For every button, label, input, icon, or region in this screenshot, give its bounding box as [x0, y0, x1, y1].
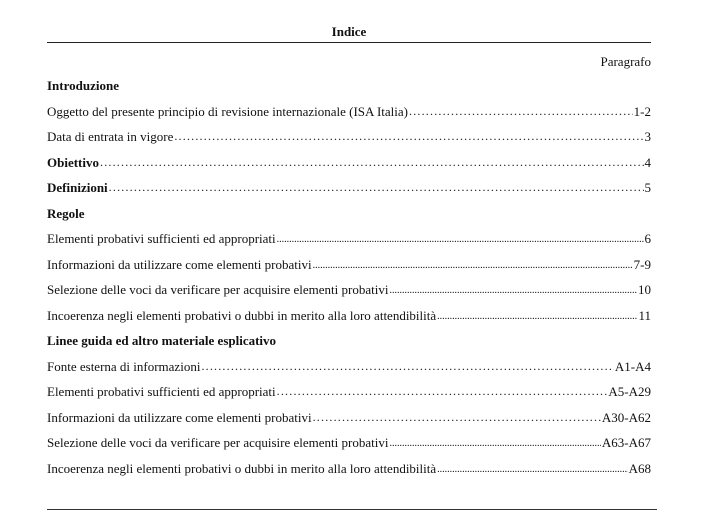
toc-entry-ref: 1-2	[633, 103, 651, 119]
toc-entry[interactable]	[47, 282, 651, 308]
toc-entry-label: Elementi probativi sufficienti ed appropriati	[47, 231, 276, 246]
toc-entry-ref: 5	[644, 180, 651, 195]
dot-leader	[313, 256, 633, 274]
toc-entry[interactable]	[47, 435, 651, 461]
toc-entry[interactable]	[47, 384, 651, 410]
toc-entry[interactable]	[47, 359, 651, 385]
toc-entry-label: Obiettivo	[47, 154, 99, 170]
dot-leader	[437, 307, 637, 325]
toc-entry-label: Incoerenza negli elementi probativi o dubbi in merito alla loro attendibilità	[47, 460, 437, 476]
dot-leader	[313, 409, 601, 425]
toc-entry-ref: 6	[644, 231, 651, 246]
dot-leader	[389, 281, 637, 299]
toc-entry-ref: 3	[644, 129, 651, 144]
table-of-contents	[47, 78, 651, 486]
toc-entry-ref: 4	[644, 154, 651, 170]
dot-leader	[389, 434, 600, 452]
toc-entry-label: Data di entrata in vigore	[47, 129, 174, 144]
toc-entry-ref: 7-9	[633, 256, 651, 272]
toc-entry[interactable]	[47, 104, 651, 130]
dot-leader	[100, 154, 644, 170]
toc-entry-label: Definizioni	[47, 180, 108, 195]
toc-entry-ref: A1-A4	[614, 358, 651, 374]
toc-entry-ref: A63-A67	[601, 435, 651, 450]
toc-entry-ref: 10	[638, 282, 651, 297]
toc-entry-label: Selezione delle voci da verificare per acquisire elementi probativi	[47, 282, 389, 297]
section-heading-regole: Regole	[47, 205, 85, 221]
dot-leader	[409, 103, 633, 119]
toc-entry[interactable]	[47, 257, 651, 283]
index-title: Indice	[331, 24, 367, 39]
toc-entry-obiettivo[interactable]	[47, 155, 651, 181]
toc-entry[interactable]	[47, 129, 651, 155]
toc-entry[interactable]	[47, 308, 651, 334]
toc-entry[interactable]	[47, 231, 651, 257]
toc-entry-ref: A68	[628, 460, 651, 476]
bottom-divider	[47, 509, 657, 510]
section-heading-introduzione: Introduzione	[47, 78, 119, 93]
toc-entry-label: Fonte esterna di informazioni	[47, 358, 201, 374]
toc-entry-label: Informazioni da utilizzare come elementi probativi	[47, 256, 312, 272]
toc-entry-ref: 11	[638, 307, 651, 323]
toc-entry-label: Incoerenza negli elementi probativi o dubbi in merito alla loro attendibilità	[47, 307, 437, 323]
section-heading-linee-guida: Linee guida ed altro materiale esplicativo	[47, 333, 277, 348]
dot-leader	[109, 179, 644, 195]
toc-entry-label: Informazioni da utilizzare come elementi probativi	[47, 409, 312, 425]
toc-entry-label: Elementi probativi sufficienti ed appropriati	[47, 384, 276, 399]
dot-leader	[437, 460, 627, 478]
paragraph-column-header: Paragrafo	[600, 54, 651, 69]
title-divider	[47, 42, 651, 43]
dot-leader	[277, 230, 644, 248]
toc-entry-label: Selezione delle voci da verificare per acquisire elementi probativi	[47, 435, 389, 450]
dot-leader	[277, 383, 608, 399]
toc-entry-ref: A30-A62	[601, 409, 651, 425]
toc-entry-ref: A5-A29	[608, 384, 651, 399]
toc-entry[interactable]	[47, 410, 651, 436]
dot-leader	[174, 128, 643, 144]
toc-entry-label: Oggetto del presente principio di revisione internazionale (ISA Italia)	[47, 103, 408, 119]
toc-entry-definizioni[interactable]	[47, 180, 651, 206]
dot-leader	[201, 358, 613, 374]
toc-entry[interactable]	[47, 461, 651, 487]
